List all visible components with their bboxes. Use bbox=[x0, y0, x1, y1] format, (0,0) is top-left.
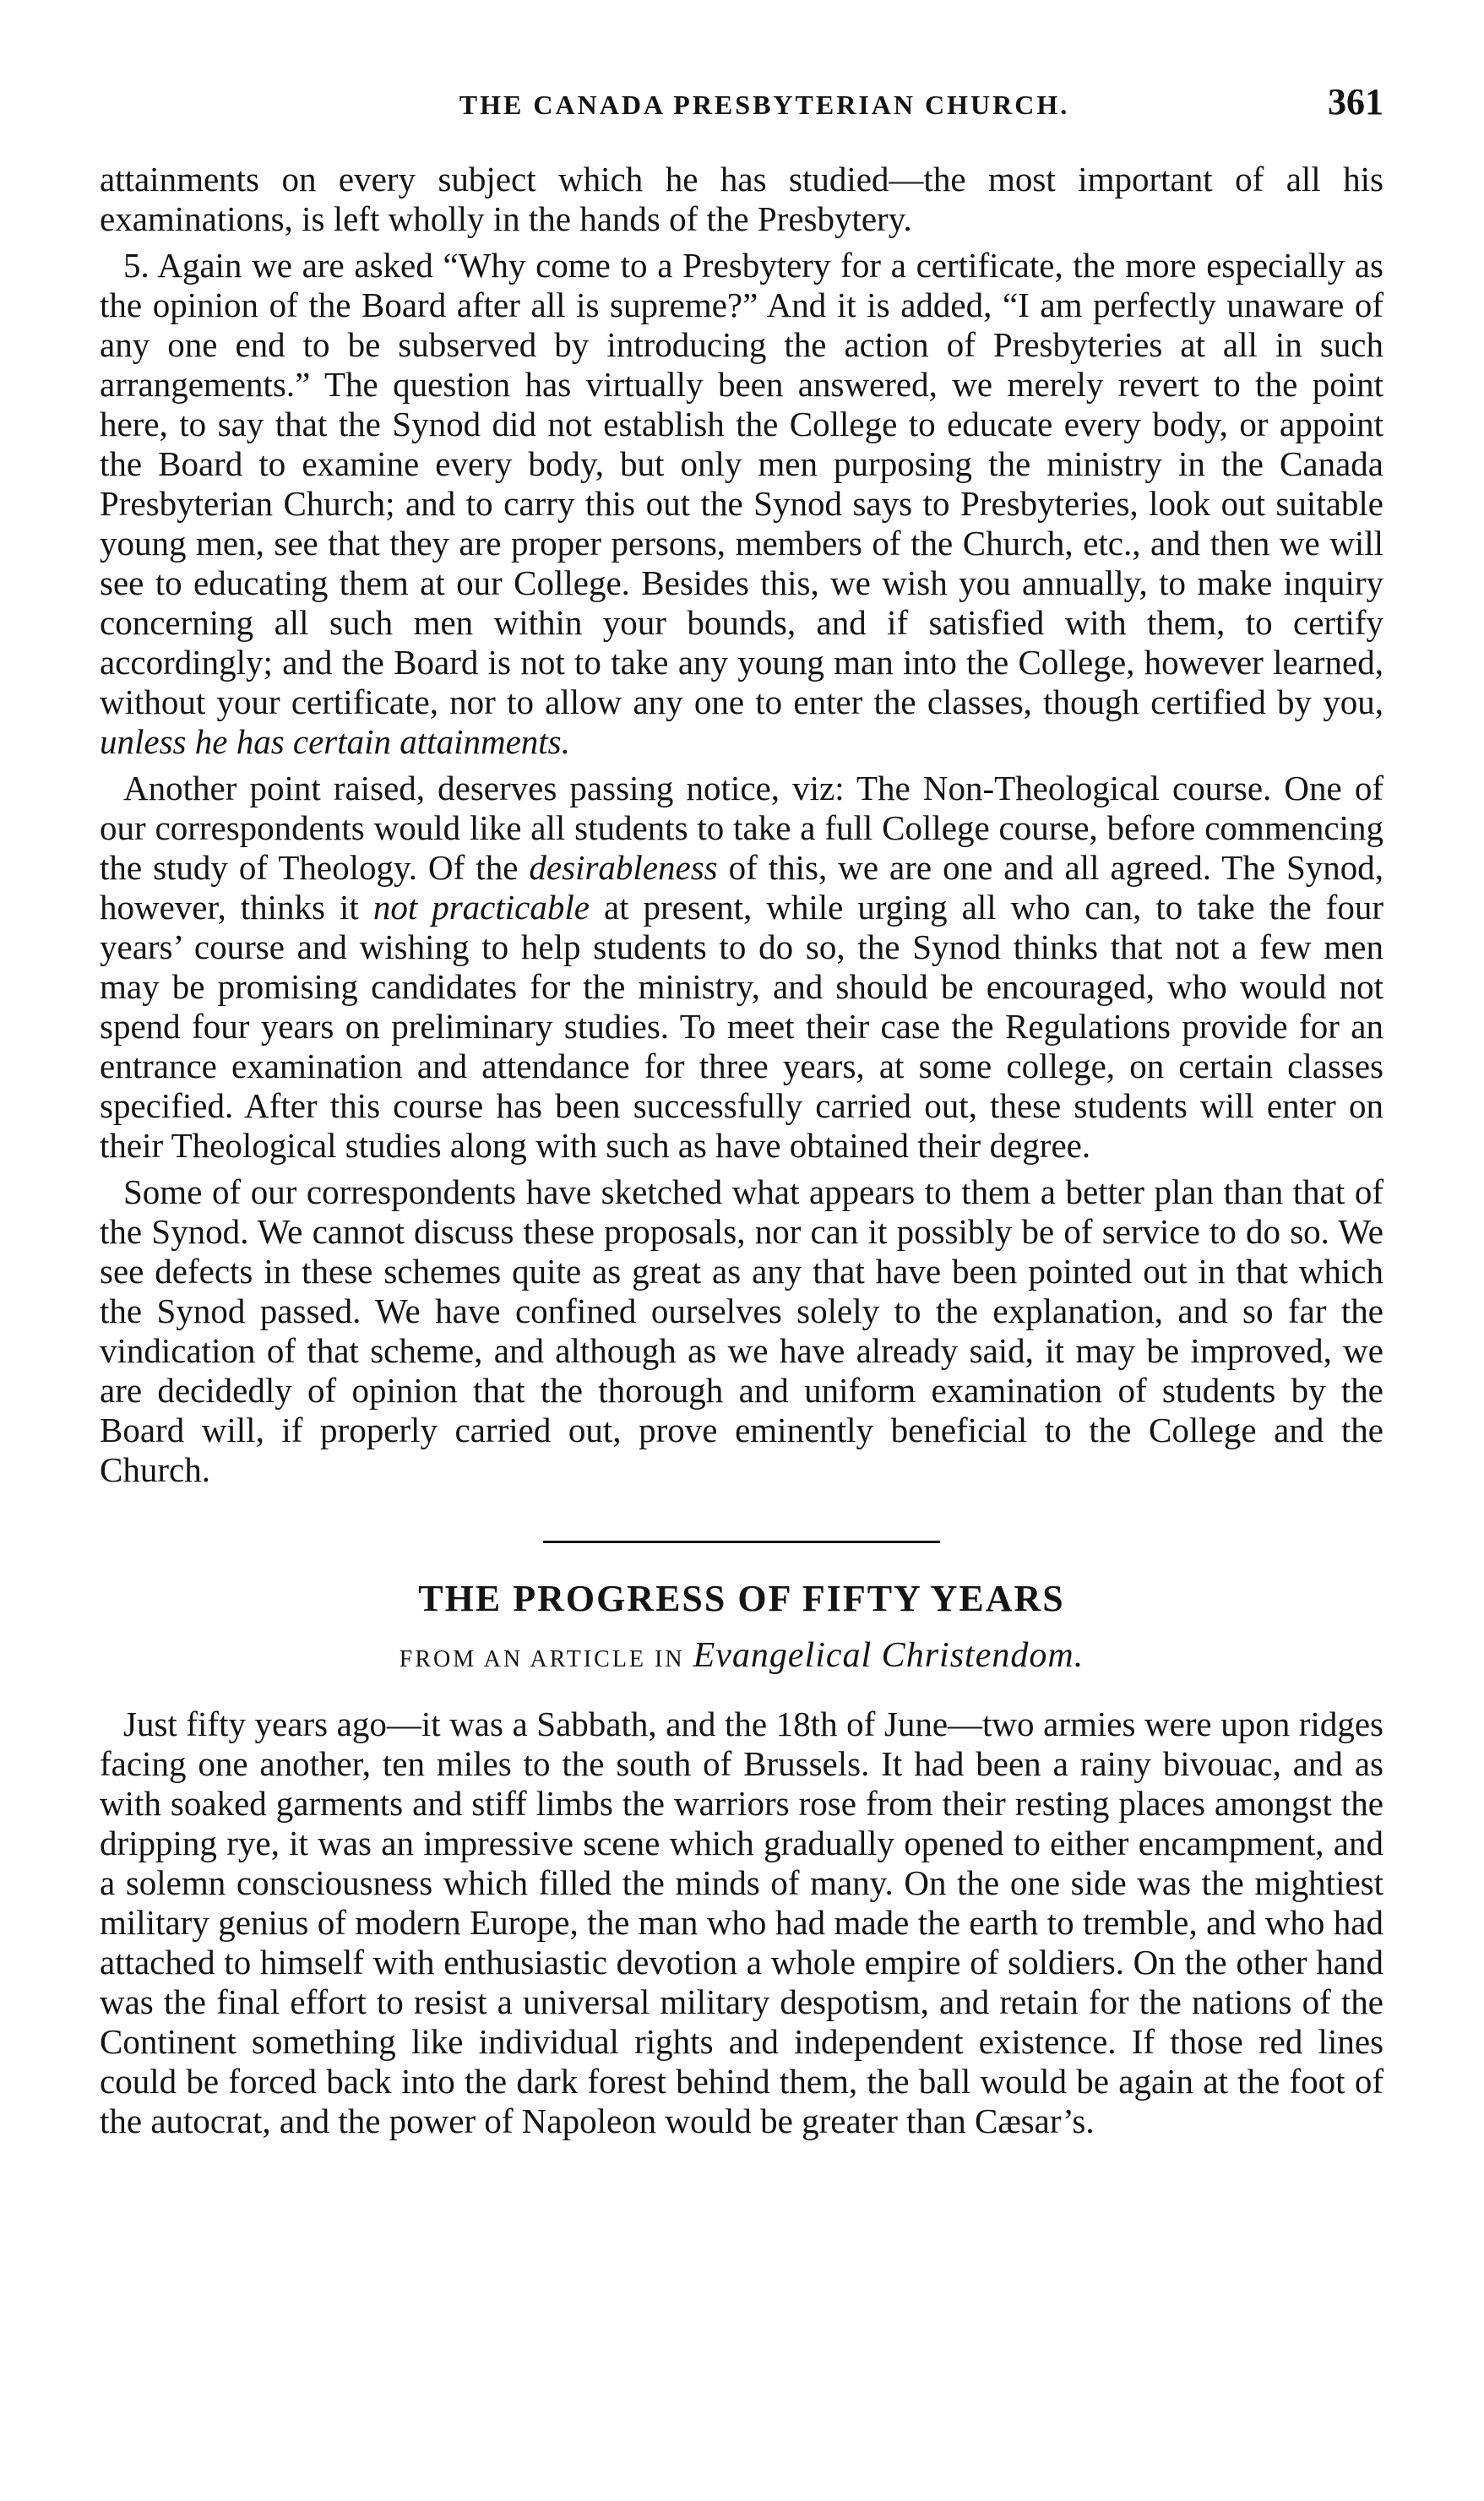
running-header bbox=[100, 80, 1383, 139]
article-progress bbox=[100, 1577, 1383, 2141]
paragraph-non-theological bbox=[100, 769, 1383, 1166]
paragraph-correspondents: Some of our correspondents have sketched what appears to them a better plan than that of the Synod. We cannot discuss these proposals, nor can it possibly be of service to do so. We see defects in these schemes quite as great as any that have been pointed out in that which the Synod passed. We have confined ourselves solely to the explanation, and so far the vindication of that scheme, and although as we have already said, it may be improved, we are decidedly of opinion that the thorough and uniform examination of students by the Board will, if properly carried out, prove eminently beneficial to the College and the Church. bbox=[100, 1172, 1383, 1489]
article-title: THE PROGRESS OF FIFTY YEARS bbox=[418, 1578, 1065, 1619]
paragraph-attainments: attainments on every subject which he has studied—the most important of all his examinations, is left wholly in the hands of the Presbytery. bbox=[100, 160, 1383, 238]
section-divider bbox=[543, 1541, 940, 1543]
paragraph-non-theological-part-c: at present, while urging all who can, to take the four years’ course and wishing to help students to do so, the Synod thinks that not a few men may be promising candidates for the ministry, and should be encouraged, who would not spend four years on preliminary studies. To meet their case the Regulations provide for an entrance examination and attendance for three years, at some college, on certain classes specified. After this course has been successfully carried out, these students will enter on their Theological studies along with such as have obtained their degree. bbox=[100, 888, 1383, 1165]
article-byline bbox=[100, 1635, 1383, 1676]
paragraph-non-theological-part-a: Another point raised, deserves passing notice, viz: The Non-Theological course. One of our correspondents would like all students to take a full College course, before commencing the study of Theology. Of the bbox=[100, 769, 1383, 887]
book-page bbox=[100, 80, 1383, 2445]
running-title: THE CANADA PRESBYTERIAN CHURCH. bbox=[459, 90, 1070, 120]
emphasis-desirableness: desirableness bbox=[529, 848, 718, 887]
paragraph-point-five bbox=[100, 246, 1383, 762]
emphasis-not-practicable: not practicable bbox=[372, 888, 590, 927]
byline-prefix: FROM AN ARTICLE IN bbox=[399, 1646, 685, 1672]
paragraph-point-five-italic: unless he has certain attainments. bbox=[100, 722, 570, 761]
byline-source: Evangelical Christendom. bbox=[693, 1636, 1084, 1675]
paragraph-non-theological-part-b: of this, we are one and all agreed. The Synod, however, thinks it bbox=[100, 848, 1383, 927]
page-number: 361 bbox=[1328, 81, 1383, 122]
article-continued bbox=[100, 160, 1383, 1490]
paragraph-point-five-text: 5. Again we are asked “Why come to a Presbytery for a certificate, the more especially as the opinion of the Board after all is supreme?” And it is added, “I am perfectly unaware of any one end to be subserved by introducing the action of Presbyteries at all in such arrangements.” The question has virtually been answered, we merely revert to the point here, to say that the Synod did not establish the College to educate every body, or appoint the Board to examine every body, but only men purposing the ministry in the Canada Presbyterian Church; and to carry this out the Synod says to Presbyteries, look out suitable young men, see that they are proper persons, members of the Church, etc., and then we will see to educating them at our College. Besides this, we wish you annually, to make inquiry concerning all such men within your bounds, and if satisfied with them, to certify accordingly; and the Board is not to take any young man into the College, however learned, without your certificate, nor to allow any one to enter the classes, though certified by you, bbox=[100, 246, 1383, 721]
paragraph-fifty-years: Just fifty years ago—it was a Sabbath, and the 18th of June—two armies were upon ridges facing one another, ten miles to the south of Brussels. It had been a rainy bivouac, and as with soaked garments and stiff limbs the warriors rose from their resting places amongst the dripping rye, it was an impressive scene which gradually opened to either encampment, and a solemn consciousness which filled the minds of many. On the one side was the mightiest military genius of modern Europe, the man who had made the earth to tremble, and who had attached to himself with enthusiastic devotion a whole empire of soldiers. On the other hand was the final effort to resist a universal military despotism, and retain for the nations of the Continent something like individual rights and independent existence. If those red lines could be forced back into the dark forest behind them, the ball would be again at the foot of the autocrat, and the power of Napoleon would be greater than Cæsar’s. bbox=[100, 1704, 1383, 2140]
